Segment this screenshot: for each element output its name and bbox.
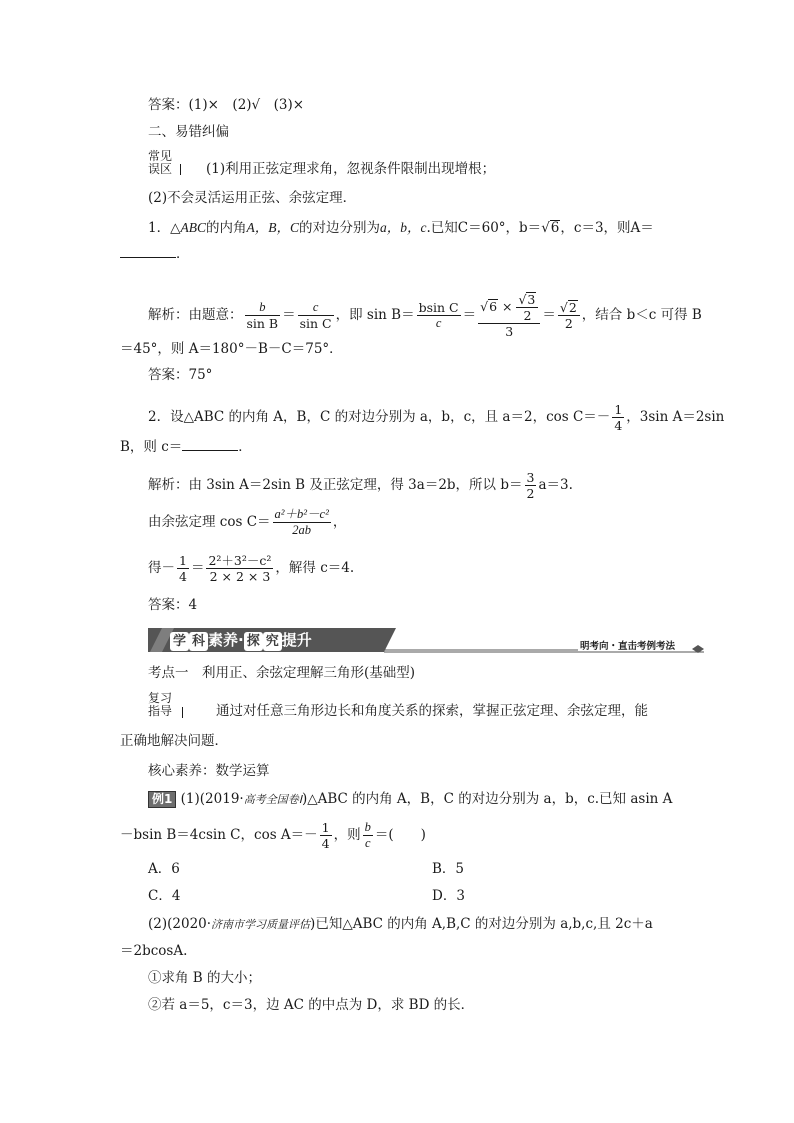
option-d: D．3 — [432, 888, 465, 904]
tag-top: 常见 — [148, 149, 173, 163]
frac-sqrt6-sqrt3: √6 × $\frac{√3}{2}$ 3 — [478, 292, 540, 339]
frac-b-sinB: $\frac{b}{\text{sin B}}$ — [246, 300, 279, 331]
q1-line2: ． — [120, 245, 190, 263]
example1-line2: －bsin B＝4csin C，cos A＝－ $\frac{1}{4}$ ，则 $\frac{b}{c}$ ＝( ) — [120, 820, 426, 851]
error-item-1: (1)利用正弦定理求角，忽视条件限制出现增根； — [206, 161, 496, 177]
option-b: B．5 — [432, 861, 465, 877]
banner-char: 学 — [170, 632, 189, 651]
guide-line1: 通过对任意三角形边长和角度关系的探索，掌握正弦定理、余弦定理，能 — [216, 703, 648, 719]
q2-answer: 答案：4 — [148, 597, 198, 613]
section-banner — [148, 625, 708, 655]
frac-sqrt2-2: $\frac{√2}{2}$ — [558, 300, 580, 331]
banner-title: 学 科 素养· 探 究 提升 — [170, 629, 312, 651]
frac-1-4: $\frac{1}{4}$ — [614, 402, 623, 433]
tag-bottom: 误区 — [148, 162, 173, 176]
tag-bottom: 指导 — [148, 704, 173, 718]
frac-1-4c: $\frac{1}{4}$ — [321, 820, 330, 851]
option-a: A．6 — [148, 861, 180, 877]
q2-solution-3: 得－ $\frac{1}{4}$ ＝ $\frac{\text{2²＋3²－c²}}{2 \times 2 \times 3}$ ，解得 c＝4. — [148, 553, 355, 584]
q2-line1: 2．设△ABC 的内角 A，B，C 的对边分别为 a，b，c，且 a＝2，cos C＝－ $\frac{1}{4}$ ，3sin A＝2sin — [148, 402, 725, 433]
tag-common-errors — [148, 150, 172, 176]
core-literacy: 核心素养：数学运算 — [148, 763, 270, 779]
answer-blank — [120, 245, 176, 258]
frac-eval: $\frac{\text{2²＋3²－c²}}{2 \times 2 \times 3}$ — [208, 553, 272, 584]
q1-answer: 答案：75° — [148, 367, 213, 383]
guide-line2: 正确地解决问题． — [120, 733, 228, 749]
q2-solution-1: 解析：由 3sin A＝2sin B 及正弦定理，得 3a＝2b，所以 b＝ $\frac{3}{2}$ a＝3. — [148, 470, 573, 501]
topic-title: 考点一 利用正、余弦定理解三角形(基础型) — [148, 665, 416, 681]
tag-review-guide — [148, 692, 172, 718]
frac-bsinC-c: $\frac{\text{bsin C}}{c}$ — [418, 300, 459, 330]
frac-3-2: $\frac{3}{2}$ — [526, 470, 535, 501]
sub-question-2: ②若 a＝5，c＝3，边 AC 的中点为 D，求 BD 的长． — [148, 997, 475, 1013]
banner-char: 探 — [244, 632, 263, 651]
frac-cos-law: $\frac{\text{a²＋b²－c²}}{2ab}$ — [274, 507, 329, 537]
q1-line1: 1．△ABC的内角A，B，C的对边分别为a，b，c.已知C＝60°，b＝√6，c＝3，则A＝ — [148, 220, 654, 236]
tag-divider — [182, 707, 183, 718]
frac-c-sinC: $\frac{c}{\text{sin C}}$ — [299, 300, 332, 331]
banner-char: 究 — [263, 632, 282, 651]
example-tag: 例1 — [148, 791, 176, 808]
example1-part2-line2: ＝2bcosA. — [120, 943, 188, 959]
option-c: C．4 — [148, 888, 181, 904]
q1-solution-line2: ＝45°，则 A＝180°－B－C＝75°． — [120, 341, 343, 357]
tag-divider — [180, 164, 181, 175]
q2-line2: B，则 c＝ ． — [120, 439, 252, 455]
sub-question-1: ①求角 B 的大小； — [148, 970, 262, 986]
q2-solution-2: 由余弦定理 cos C＝ $\frac{\text{a²＋b²－c²}}{2ab}$ ， — [148, 507, 347, 537]
example1-part2-line1: (2)(2020·济南市学习质量评估)已知△ABC 的内角 A,B,C 的对边分别为 a,b,c,且 2c＋a — [148, 916, 653, 932]
q1-solution: 解析：由题意： $\frac{b}{\text{sin B}}$ ＝ $\frac{c}{\text{sin C}}$ ，即 sin B＝ $\frac{\text{bsin C}}{c}$ ＝ √6 × $\frac{√3}{2}$ 3 ＝ $\frac{√2}{2}$ ，结合 b＜c 可得 B — [148, 292, 702, 339]
example1-line1: 例1 (1)(2019·高考全国卷Ⅰ)△ABC 的内角 A，B，C 的对边分别为 a，b，c.已知 asin A — [148, 790, 672, 809]
tag-top: 复习 — [148, 691, 173, 705]
section-title: 二、易错纠偏 — [148, 124, 229, 140]
answer-line: 答案：(1)× (2)√ (3)× — [148, 97, 305, 113]
banner-char: 科 — [189, 632, 208, 651]
answer-blank — [182, 438, 238, 451]
frac-1-4b: $\frac{1}{4}$ — [179, 553, 187, 584]
frac-b-c: $\frac{b}{c}$ — [364, 820, 371, 850]
banner-right-text: 明考向・直击考例考法 — [580, 641, 676, 652]
error-item-2: (2)不会灵活运用正弦、余弦定理． — [148, 190, 357, 206]
